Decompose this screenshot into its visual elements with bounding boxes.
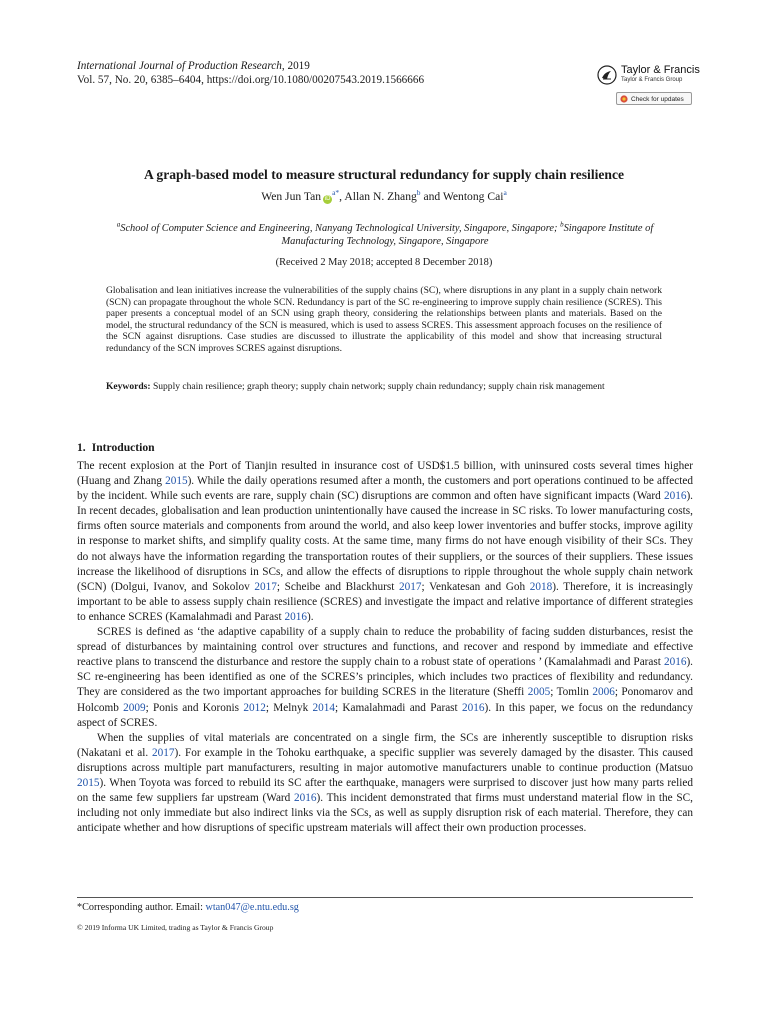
body-text [77, 459, 693, 836]
author-name: Wen Jun Tan [261, 190, 322, 203]
author-affil-sup[interactable]: a [503, 188, 507, 198]
body-text-run: ). While the daily operations resumed after a month, the customers and port operations continued to be affected by the incident. While such events are rare, supply chain (SC) disruptions are common and often have significant impacts (Ward [77, 475, 693, 503]
journal-name: International Journal of Production Research [77, 60, 282, 72]
body-text-run: ). In recent decades, globalisation and lean production unintentionally have caused the increase in SC risks. To lower manufacturing costs, firms often source materials and components from around the world, and also keep lower inventories and buffer stocks, improve agility in response to market shifts, and simplify quality costs. At the same time, many firms do not have enough visibility of their SCs. They do not always have the information regarding the transportation routes of their suppliers, or the sources of their suppliers. These issues increase the likelihood of disruptions in SCs, and allow the effects of disruptions to ripple throughout the whole supply chain network (SCN) (Dolgui, Ivanov, and Sokolov [77, 490, 693, 593]
affil-marker: b [560, 220, 564, 229]
citation-year-link[interactable]: 2012 [243, 701, 266, 714]
body-text-run: When the supplies of vital materials are concentrated on a single firm, the SCs are inherently susceptible to disruption risks (Nakatani et al. [77, 731, 693, 759]
body-text-run: ; Melnyk [265, 701, 313, 714]
affiliations [90, 222, 680, 248]
citation-year-link[interactable]: 2016 [663, 490, 687, 503]
body-paragraph [77, 625, 693, 731]
body-text-run: ; Tomlin [550, 686, 593, 699]
body-text-run: ; Kamalahmadi and Parast [334, 701, 462, 714]
body-text-run: ). SC re-engineering has been identified as one of the SCRES’s principles, which includes two practices of flexibility and redundancy. They are considered as the two important approaches for building SCRES in the literature (Sheffi [77, 656, 693, 699]
body-paragraph [77, 731, 693, 837]
abstract: Globalisation and lean initiatives increase the vulnerabilities of the supply chains (SC), where disruptions in any plant in a supply chain network (SCN) can propagate throughout the whole SCN. Redundancy is part of the SC re-engineering to improve supply chain resilience (SCRES). This paper presents a conceptual model of an SCN using graph theory, considering the relationships between plants and materials. Based on the model, the structural redundancy of the SCN is measured, which is used to assess SCRES. This assessment approach focuses on the resilience of the SCN against disruptions. Case studies are discussed to illustrate the applicability of this model and show that increasing structural redundancy of the SCN improves SCRES against disruptions. [106, 285, 662, 354]
volume-doi-line[interactable]: Vol. 57, No. 20, 6385–6404, https://doi.org/10.1080/00207543.2019.1566666 [77, 74, 425, 86]
section-title: Introduction [91, 441, 155, 454]
copyright-notice: © 2019 Informa UK Limited, trading as Taylor & Francis Group [77, 923, 274, 932]
body-text-run: ). This incident demonstrated that firms must understand material flow in the SC, including not only immediate but also indirect links via the SCs, as well as supply disruption risk of each material. Therefore, they can anticipate whether and how disruptions of specific upstream materials will affect their own production processes. [77, 792, 693, 835]
journal-citation [77, 59, 424, 73]
body-paragraph [77, 459, 693, 625]
section-number: 1. [77, 441, 86, 454]
author-name: Allan N. Zhang [344, 190, 417, 203]
article-title: A graph-based model to measure structural redundancy for supply chain resilience [143, 167, 625, 182]
received-dates: (Received 2 May 2018; accepted 8 December 2018) [275, 257, 493, 268]
footnote-divider [77, 897, 693, 898]
check-updates-label: Check for updates [631, 96, 684, 103]
body-text-run: ; Scheibe and Blackhurst [276, 580, 400, 593]
section-heading [77, 441, 155, 454]
citation-year-link[interactable]: 2015 [165, 475, 188, 488]
publisher-name: Taylor & Francis [621, 64, 700, 76]
publisher-group: Taylor & Francis Group [621, 77, 683, 83]
author-conjunction: and [420, 190, 443, 203]
taylor-francis-icon [597, 65, 617, 85]
body-text-run: The recent explosion at the Port of Tianjin resulted in insurance cost of USD$1.5 billion, with uninsured costs several times higher (Huang and Zhang [77, 460, 693, 488]
body-text-run: ). In this paper, we focus on the redundancy aspect of SCRES. [77, 701, 693, 729]
affiliation-a: School of Computer Science and Engineering, Nanyang Technological University, Singapore, Singapore; [120, 223, 561, 234]
body-text-run: ; Venkatesan and Goh [421, 580, 530, 593]
author-affil-sup[interactable]: b [416, 188, 421, 198]
check-for-updates-button[interactable] [616, 92, 692, 105]
keywords [106, 381, 662, 394]
publisher-logo[interactable] [597, 63, 700, 87]
body-text-run: SCRES is defined as ‘the adaptive capability of a supply chain to reduce the probability of facing sudden disturbances, resist the spread of disturbances by maintaining control over structures and functions, and recover and respond by immediate and effective reactive plans to transcend the disturbance and restore the supply chain to a robust state of operations ’ (Kamalahmadi and Parast [77, 626, 693, 669]
citation-year-link[interactable]: 2016 [284, 610, 307, 623]
body-text-run: ). [306, 610, 314, 623]
body-text-run: ). For example in the Tohoku earthquake, a specific supplier was severely damaged by the disaster. This caused disruptions across multiple part manufacturers, resulting in major automotive manufacturers unable to continue production (Matsuo [77, 746, 693, 774]
citation-year-link[interactable]: 2014 [312, 701, 335, 714]
citation-year-link[interactable]: 2015 [77, 776, 100, 789]
citation-year-link[interactable]: 2017 [399, 580, 422, 593]
body-text-run: ). When Toyota was forced to rebuild its SC after the earthquake, managers were surprised to discover just how many parts relied on the same few suppliers far upstream (Ward [77, 776, 693, 805]
footnote-text: *Corresponding author. Email: [77, 902, 206, 913]
citation-year-link[interactable]: 2017 [152, 746, 175, 759]
citation-year-link[interactable]: 2005 [527, 686, 551, 699]
orcid-icon[interactable]: iD [324, 196, 331, 202]
author-separator: , [339, 190, 345, 203]
body-text-run: ; Ponomarov and Holcomb [77, 686, 693, 714]
body-text-run: ). Therefore, it is increasingly important to be able to assess supply chain resilience (SCRES) and investigate the impact and relative importance of different strategies to enhance SCRES (Kamalahmadi and Parast [77, 580, 693, 623]
citation-year-link[interactable]: 2016 [663, 656, 687, 669]
citation-year-link[interactable]: 2017 [254, 580, 277, 593]
affil-marker: a [116, 220, 121, 229]
author-name: Wentong Cai [442, 190, 504, 203]
author-affil-sup[interactable]: a* [332, 188, 340, 198]
journal-year: , 2019 [281, 60, 310, 72]
corresponding-author-footnote [77, 902, 299, 913]
body-text-run: ; Ponis and Koronis [145, 701, 244, 714]
author-list [0, 190, 768, 204]
check-updates-icon [620, 95, 628, 103]
citation-year-link[interactable]: 2009 [123, 701, 146, 714]
citation-year-link[interactable]: 2016 [294, 792, 317, 805]
citation-year-link[interactable]: 2006 [592, 686, 615, 699]
author-email-link[interactable]: wtan047@e.ntu.edu.sg [205, 902, 299, 913]
citation-year-link[interactable]: 2018 [529, 580, 553, 593]
keywords-list: Supply chain resilience; graph theory; supply chain network; supply chain redundancy; supply chain risk management [152, 381, 605, 392]
affiliation-b: Singapore Institute of Manufacturing Technology, Singapore, Singapore [281, 223, 654, 247]
citation-year-link[interactable]: 2016 [461, 701, 485, 714]
keywords-label: Keywords: [106, 381, 151, 392]
journal-header [77, 59, 424, 87]
